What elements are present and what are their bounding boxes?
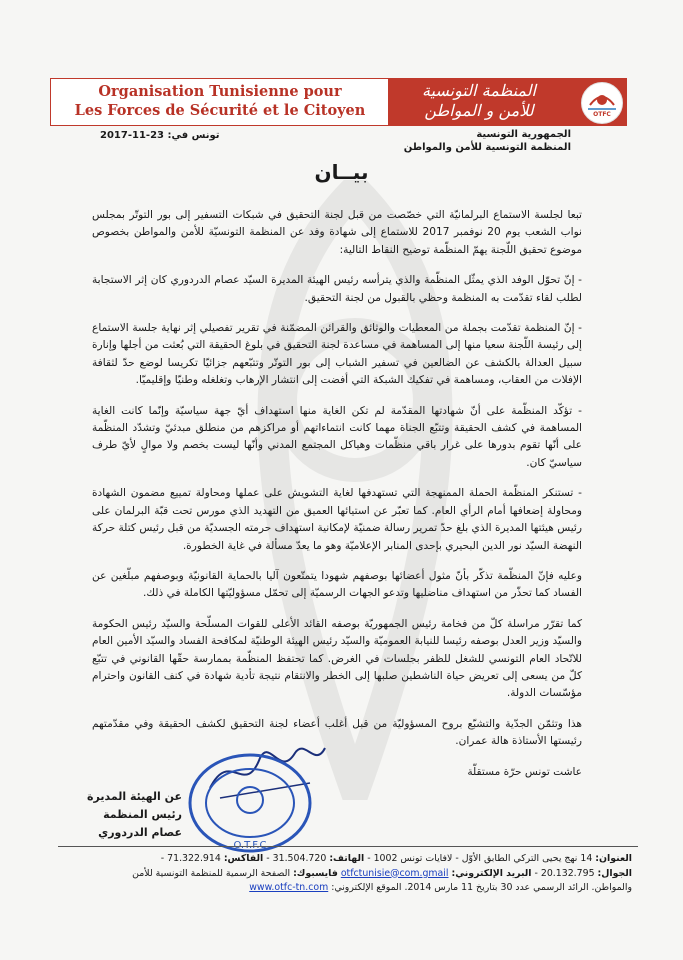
footer-line-contact (60, 867, 632, 882)
address-value: 14 نهج يحيى التركي الطابق الأوّل - لافايات تونس 1002 - (367, 853, 593, 864)
paragraph-4: - تستنكر المنظّمة الحملة الممنهجة التي تستهدفها لغاية التشويش على عملها ومحاولة تمييع مضمون الشهادة ومحاولة إضعافها أمام الرأي العام. كما تعبّر عن استيائها العميق من التهديد الذي مورس تحت قبّة البرلمان على رئيس هيئتها المديرة الذي بلغ حدّ تمرير رسالة ضمنيّة لإمكانية استهداف حرمته الجسديّة من قبل رئيس كتلة حركة النهضة السيّد نور الدين البحيري بإحدى المنابر الإعلاميّة وهو ما يعدّ مسألة في غاية الخطورة. (92, 487, 582, 552)
address-label: العنوان: (595, 853, 632, 864)
organization-logo (581, 82, 623, 124)
closing-slogan: عاشت تونس حرّة مستقلّة (467, 765, 582, 778)
letterhead-banner (50, 78, 627, 126)
statement-body (92, 207, 582, 781)
facebook-label: فايسبوك: (293, 867, 338, 879)
org-name-arabic-line2: للأمن و المواطن (424, 101, 534, 120)
paragraph-5: وعليه فإنّ المنظّمة تذكّر بأنّ مثول أعضائها بوصفهم شهودا يتمتّعون آليا بالحماية القانونيّة وبوصفهم مبلّغين عن الفساد كما تحذّر من استهداف مناضليها وتدعو الجهات الرسميّة إلى تحمّل مسؤوليّتها الكاملة في ذلك. (92, 569, 582, 600)
stamp-label: O.T.F.C (233, 840, 267, 851)
org-name-arabic (394, 81, 564, 121)
republic-line: الجمهورية التونسية (476, 129, 571, 140)
footer-line-address (60, 852, 632, 867)
document-heading: بيــان (314, 160, 369, 184)
email-label: البريد الإلكتروني: (451, 867, 532, 879)
org-name-arabic-panel (388, 79, 626, 125)
paragraph-7: هذا وتثمّن الجدّية والتشبّع بروح المسؤوليّة من قبل أغلب أعضاء لجنة التحقيق لكشف الحقيقة وفي مقدّمتهم رئيستها الأستاذة هالة عمران. (92, 717, 582, 748)
mobile-value: 20.132.795 - (534, 867, 595, 879)
paragraph-3: - تؤكّد المنظّمة على أنّ شهادتها المقدّمة لم تكن الغاية منها استهداف أيّ جهة سياسيّة وإنّما كانت الغاية المساهمة في كشف الحقيقة وتتبّع الجناة مهما كانت انتماءاتهم أو مراكزهم من منطلق مبدئيّ وتشدّد المنظّمة على أنّها تقوم بدورها على غرار باقي منظّمات وهياكل المجتمع المدني وأنّها ليست بخصم ولا موالٍ لأيّ طرف سياسيّ كان. (92, 404, 582, 469)
mobile-label: الجوال: (597, 867, 632, 879)
org-name-arabic-line1: المنظمة التونسية (422, 81, 536, 100)
intro-paragraph: تبعا لجلسة الاستماع البرلمانيّة التي خصّصت من قبل لجنة التحقيق في شبكات التسفير إلى بور التوتّر بمجلس نواب الشعب يوم 20 نوفمبر 2017 للاستماع إلى شهادة وفد عن المنظمة التونسيّة للأمن والمواطن بخصوص موضوع تحقيق اللّجنة يهمّ المنظّمة توضيح النقاط التالية: (92, 209, 582, 256)
sender-block (331, 128, 571, 154)
logo-label: OTFC (593, 111, 611, 118)
facebook-value: الصفحة الرسمية للمنظمة التونسية للأمن (132, 867, 291, 879)
signature-name: عصام الدردوري (98, 826, 182, 839)
phone-label: الهاتف: (329, 853, 365, 864)
document-date: تونس في: 23-11-2017 (100, 130, 220, 141)
signature-line2: رئيس المنظمة (103, 808, 182, 821)
email-link[interactable]: otfctunisie@com.gmail (340, 867, 449, 879)
org-name-french-line1: Organisation Tunisienne pour (98, 83, 342, 100)
registry-text: والمواطن. الرائد الرسمي عدد 30 بتاريخ 11 مارس 2014. الموقع الإلكتروني: (331, 882, 632, 893)
fax-label: الفاكس: (223, 853, 264, 864)
org-name-french-line2: Les Forces de Sécurité et le Citoyen (74, 102, 366, 119)
footer-divider (58, 846, 638, 847)
official-stamp (180, 748, 320, 858)
paragraph-1: - إنّ تحوّل الوفد الذي يمثّل المنظّمة والذي يترأسه رئيس الهيئة المديرة السيّد عصام الدردوري كان إثر الاستجابة لطلب لقاء تقدّمت به المنظمة وحظي بالقبول من لجنة التحقيق. (92, 274, 582, 304)
footer-line-registry (60, 881, 632, 896)
website-link[interactable]: www.otfc-tn.com (249, 882, 329, 893)
paragraph-2: - إنّ المنظمة تقدّمت بجملة من المعطيات والوثائق والقرائن المضمّنة في تقرير تفصيلي إثر نهاية جلسة الاستماع إلى رئيسة اللّجنة سعيا منها إلى المساهمة في مساعدة لجنة التحقيق في بلوغ الحقيقة التي بُعثت من أجلها وإنارة سبيل العدالة بالكشف عن الضالعين في تسفير الشباب إلى بور التوتّر وتتبّعهم جزائيّا تكريسا لوضع حدّ لثقافة الإفلات من العقاب، ومساهمة في تفكيك الشبكة التي أفضت إلى انتشار الإرهاب وتغلغله وطنيّا وإقليميّا. (92, 322, 582, 387)
org-name-french (55, 82, 385, 120)
org-name-line: المنظمة التونسية للأمن والمواطن (403, 142, 571, 153)
phone-value: 31.504.720 - (266, 853, 327, 864)
footer-contact (60, 852, 632, 896)
signature-block (72, 788, 182, 842)
fax-value: 71.322.914 - (160, 853, 221, 864)
paragraph-6: كما تقرّر مراسلة كلّ من فخامة رئيس الجمهوريّة بوصفه القائد الأعلى للقوات المسلّحة والسيّد رئيس الحكومة والسيّد وزير العدل بوصفه رئيسا للنيابة العموميّة والسيّد رئيس الهيئة الوطنيّة لمكافحة الفساد والسيّد الأمين العام للاتّحاد العام التونسي للشغل للظفر بجلسات في الغرض. كما تحتفظ المنظّمة بممارسة حقّها القانوني في تتبّع كلّ من يسعى إلى تعريض حياة الناشطين صلبها إلى الخطر والانتقام نتيجة تأدية شهادة في كنف القانون واحترام مؤسّسات الدولة. (92, 617, 582, 700)
signature-line1: عن الهيئة المديرة (87, 790, 182, 803)
